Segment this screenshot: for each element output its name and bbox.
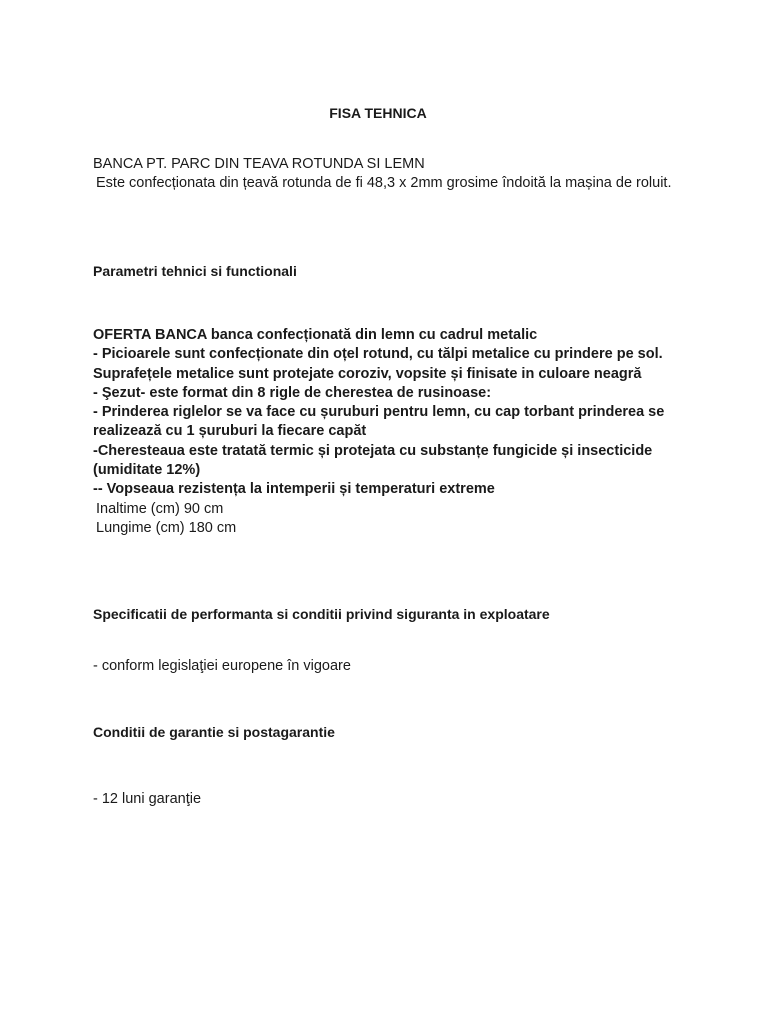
offer-item-treatment: -Cheresteaua este tratată termic și protejata cu substanțe fungicide și insecticide (umiditate 12%) [93,442,653,479]
warranty-heading: Conditii de garantie si postagarantie [93,724,335,740]
params-heading: Parametri tehnici si functionali [93,263,297,279]
offer-length: Lungime (cm) 180 cm [96,519,237,536]
offer-height: Inaltime (cm) 90 cm [96,500,224,517]
intro-block [93,155,683,193]
offer-lead-bold: OFERTA BANCA [93,327,207,343]
offer-block [93,326,683,538]
product-heading: BANCA PT. PARC DIN TEAVA ROTUNDA SI LEMN [93,156,425,172]
performance-text: - conform legislaţiei europene în vigoare [93,658,351,674]
offer-item-seat: - Şezut- este format din 8 rigle de cherestea de rusinoase: [93,384,492,401]
document-title: FISA TEHNICA [329,105,427,121]
offer-lead [93,326,683,345]
product-description: Este confecționata din țeavă rotunda de fi 48,3 x 2mm grosime îndoită la mașina de roluit. [96,175,672,191]
performance-heading: Specificatii de performanta si conditii privind siguranta in exploatare [93,606,550,622]
offer-item-paint: -- Vopseaua rezistența la intemperii și temperaturi extreme [93,481,495,498]
offer-lead-rest: banca confecționată din lemn cu cadrul metalic [206,327,538,343]
warranty-text: - 12 luni garanţie [93,791,202,807]
offer-item-legs: - Picioarele sunt confecționate din oțel rotund, cu tălpi metalice cu prindere pe sol. Suprafețele metalice sunt protejate coroziv, vopsite și finisate in culoare neagră [93,346,663,382]
offer-item-fixing: - Prinderea riglelor se va face cu șuruburi pentru lemn, cu cap torbant prinderea se realizează cu 1 șuruburi la fiecare capăt [93,404,665,440]
